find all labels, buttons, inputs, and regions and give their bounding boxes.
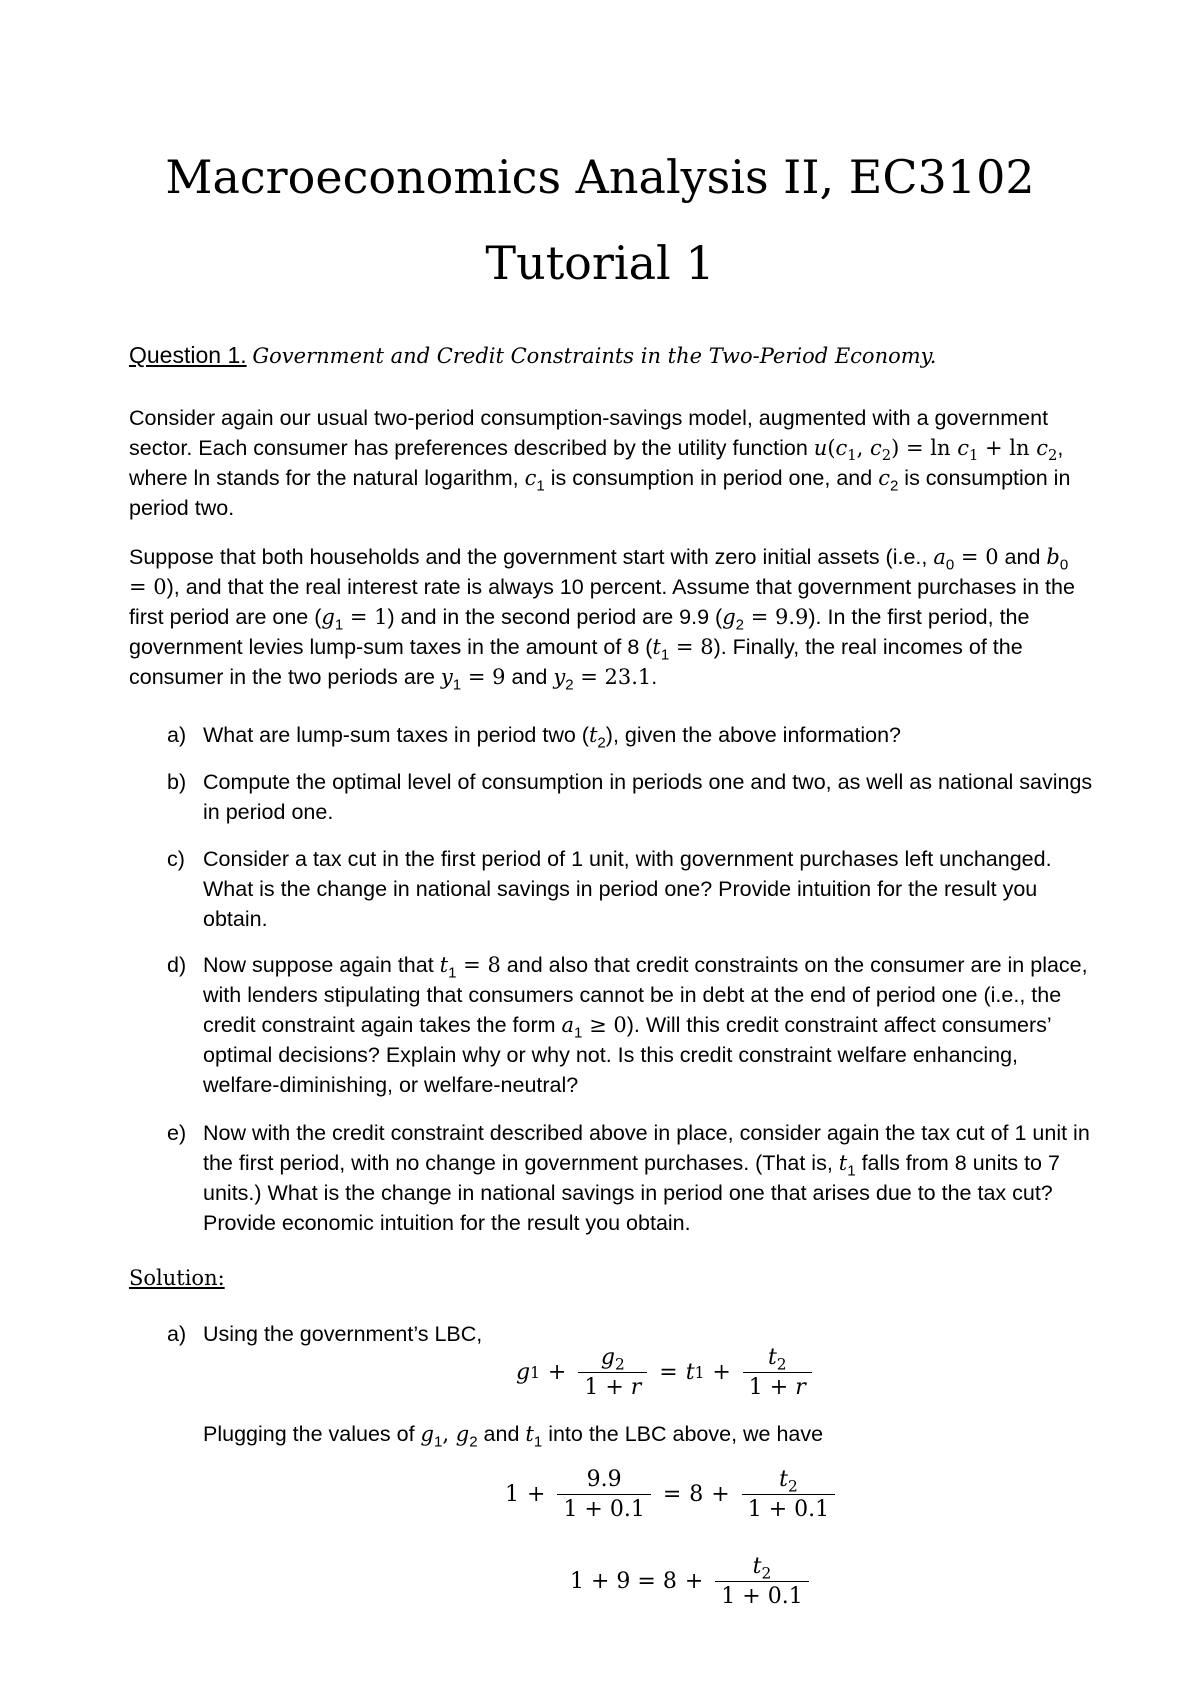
item-label: d) <box>167 953 187 977</box>
assumptions-text-8: . <box>651 665 658 689</box>
item-e-text-1: Now with the credit constraint described above in place, consider again the tax cut of 1 unit in the first period, with no change in government purchases. (That is, <box>203 1121 1090 1175</box>
item-e-text-2: falls from 8 units to 7 units.) What is the change in national savings in period one that arises due to the tax cut? Provide economic intuition for the result you obtain. <box>203 1151 1060 1235</box>
item-text: Using the government’s LBC, <box>203 1322 483 1346</box>
assumptions-text-7: and <box>505 665 554 689</box>
eq2-numerator: 9.9 <box>586 1467 622 1492</box>
item-label: a) <box>167 1322 187 1346</box>
eq2-lhs: 1 <box>505 1482 519 1507</box>
item-label: e) <box>167 1121 187 1145</box>
y2-math: y <box>553 665 566 689</box>
intro-paragraph: Consider again our usual two-period consumption-savings model, augmented with a government sector. Each consumer has preferences described by the utility function $u(c_1$, $c_2) = \ln c_1 + \ln c_2$, where ln stands for the natural logarithm, $c_1$ is consumption in period one, and $c_2$ is consumption in period two. <box>129 406 1071 520</box>
item-text: Consider a tax cut in the first period of 1 unit, with government purchases left unchanged. What is the change in national savings in period one? Provide intuition for the result you obtain. <box>203 847 1052 931</box>
g1-math: g <box>321 605 335 629</box>
eq2-rhs: 8 <box>689 1482 704 1507</box>
item-a-text-2: ), given the above information? <box>605 723 901 747</box>
plug-text-2: and <box>477 1422 526 1446</box>
assumptions-text-3: ), and that the real interest rate is always 10 percent. Assume that government purchases in the first period are one ( <box>129 575 1075 629</box>
t1-math: t <box>652 635 661 659</box>
plug-text-1: Plugging the values of <box>203 1422 421 1446</box>
assumptions-paragraph: Suppose that both households and the government start with zero initial assets (i.e., $a_0 = 0$ and $b_0 = 0$), and that the real interest rate is always 10 percent. Assume that government purchases in the first period are one $(g_1 = 1)$ and in the second period are 9.9 $(g_2 = 9.9)$. In the first period, the government levies lump-sum taxes in the amount of 8 $(t_1 = 8)$. Finally, the real incomes of the consumer in the two periods are $y_1 = 9$ and $y_2 = 23.1$. <box>129 545 1075 694</box>
item-label: c) <box>167 847 185 871</box>
assumptions-text-4: ) and in the second period are 9.9 ( <box>387 605 723 629</box>
item-text: Now with the credit constraint described above in place, consider again the tax cut of 1 unit in the first period, with no change in government purchases. (That is, $t_1$ falls from 8 units to 7 units.) What is the change in national savings in period one that arises due to the tax cut? Provide economic intuition for the result you obtain. <box>203 1121 1090 1235</box>
intro-text-1: Consider again our usual two-period consumption-savings model, augmented with a government sector. Each consumer has preferences described by the utility function <box>129 406 1049 460</box>
plug-text-3: into the LBC above, we have <box>542 1422 824 1446</box>
eq3-lhs: 1 + 9 = 8 <box>570 1569 677 1594</box>
item-text: Compute the optimal level of consumption in periods one and two, as well as national savings in period one. <box>203 770 1093 824</box>
item-d-text-3: ). Will this credit constraint affect consumers’ optimal decisions? Explain why or why not. Is this credit constraint welfare enhancing, welfare-diminishing, or welfare-neutral? <box>203 1013 1051 1097</box>
assumptions-text-5: ). In the first period, the government levies lump-sum taxes in the amount of 8 ( <box>129 605 1030 659</box>
item-text: Now suppose again that $t_1 = 8$ and also that credit constraints on the consumer are in place, with lenders stipulating that consumers cannot be in debt at the end of period one (i.e., the credit constraint again takes the form $a_1 \ge 0$). Will this credit constraint affect consumers’ optimal decisions? Explain why or why not. Is this credit constraint welfare enhancing, welfare-diminishing, or welfare-neutral? <box>203 953 1088 1097</box>
y1-math: y <box>440 665 453 689</box>
intro-text-4: is consumption in period two. <box>129 466 1071 520</box>
document-subtitle: Tutorial 1 <box>485 236 715 290</box>
assumptions-text-2: and <box>998 545 1047 569</box>
item-label: a) <box>167 723 187 747</box>
b0-math: b <box>1046 545 1060 569</box>
item-d-text-1: Now suppose again that <box>203 953 440 977</box>
g2-math: g <box>722 605 736 629</box>
simplified-equation: 1 + 9 = 8 + $\frac{t_2}{1 + 0.1}$ <box>570 1554 813 1609</box>
eq3-denominator: 1 + 0.1 <box>715 1581 808 1609</box>
question-label: Question 1. <box>129 342 247 368</box>
item-d-text-2: and also that credit constraints on the consumer are in place, with lenders stipulating that consumers cannot be in debt at the end of period one (i.e., the credit constraint again takes the form <box>203 953 1088 1037</box>
intro-text-3: is consumption in period one, and <box>544 466 879 490</box>
plugging-text: Plugging the values of $g_1$, $g_2$ and $t_1$ into the LBC above, we have <box>203 1422 824 1451</box>
c1-symbol: c <box>524 466 537 490</box>
item-label: b) <box>167 770 187 794</box>
c2-symbol: c <box>878 466 890 490</box>
solution-heading: Solution: <box>129 1266 225 1290</box>
item-a-text-1: What are lump-sum taxes in period two ( <box>203 723 589 747</box>
a0-math: a <box>933 545 946 569</box>
lbc-equation: g 1 + $\frac{g_2}{1 + r}$ = t 1 + $\frac{t_2}{1 + r}$ <box>516 1345 816 1400</box>
document-title: Macroeconomics Analysis II, EC3102 <box>165 150 1035 204</box>
eq2-denominator-left: 1 + 0.1 <box>557 1494 650 1522</box>
numeric-equation: 1 + $\frac{9.9}{1 + 0.1}$ = 8 + $\frac{t_2}{1 + 0.1}$ <box>505 1467 839 1522</box>
question-heading <box>129 342 1089 369</box>
eq2-denominator-right: 1 + 0.1 <box>742 1494 835 1522</box>
assumptions-text-1: Suppose that both households and the government start with zero initial assets (i.e., <box>129 545 934 569</box>
utility-function-args: ($c_1$, $c_2) = \ln c_1 + \ln c_2$ <box>827 436 1058 465</box>
assumptions-text-6: ). Finally, the real incomes of the consumer in the two periods are <box>129 635 1023 689</box>
intro-text-2: , where ln stands for the natural logarithm, <box>129 436 1064 490</box>
question-title: Government and Credit Constraints in the Two-Period Economy. <box>252 344 937 368</box>
item-text: What are lump-sum taxes in period two $(t_2)$, given the above information? <box>203 723 901 752</box>
utility-function-math: u <box>813 436 828 460</box>
